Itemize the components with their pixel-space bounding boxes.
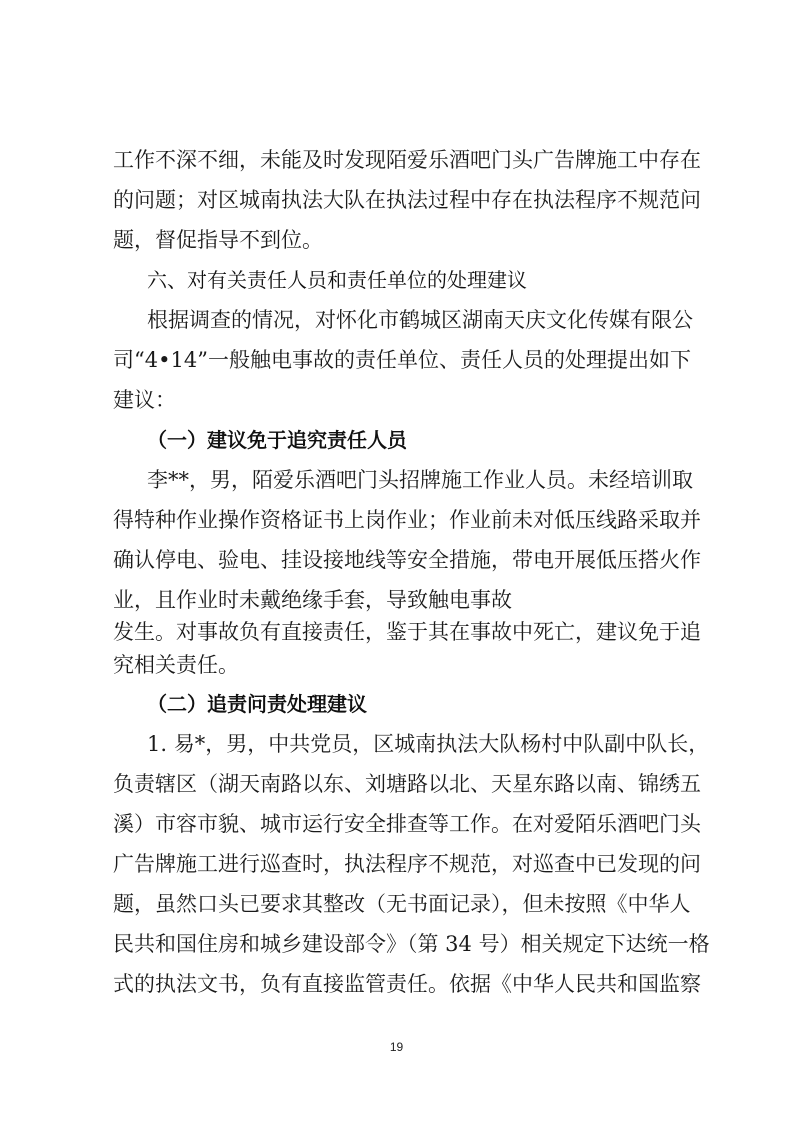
subsection-heading: （二）追责问责处理建议 — [147, 692, 367, 716]
body-text-line: 建议： — [113, 388, 176, 412]
body-text-line: 业，且作业时未戴绝缘手套，导致触电事故 — [113, 588, 512, 612]
body-text-line: 式的执法文书，负有直接监管责任。依据《中华人民共和国监察 — [113, 972, 701, 996]
body-text-line: 李**，男，陌爱乐酒吧门头招牌施工作业人员。未经培训取 — [147, 468, 693, 492]
body-text-line: 负责辖区（湖天南路以东、刘塘路以北、天星东路以南、锦绣五 — [113, 772, 701, 796]
body-text-line: 1. 易*，男，中共党员，区城南执法大队杨村中队副中队长， — [147, 732, 710, 756]
body-text-line: 发生。对事故负有直接责任，鉴于其在事故中死亡，建议免于追 — [113, 620, 701, 644]
section-heading: 六、对有关责任人员和责任单位的处理建议 — [147, 268, 527, 292]
body-text-line: 得特种作业操作资格证书上岗作业；作业前未对低压线路采取并 — [113, 508, 701, 532]
body-text-line: 确认停电、验电、挂设接地线等安全措施，带电开展低压搭火作 — [113, 548, 701, 572]
body-text-line: 究相关责任。 — [113, 653, 239, 677]
body-text-line: 工作不深不细，未能及时发现陌爱乐酒吧门头广告牌施工中存在 — [113, 148, 701, 172]
page-number: 19 — [389, 1040, 404, 1054]
body-text-line: 溪）市容市貌、城市运行安全排查等工作。在对爱陌乐酒吧门头 — [113, 812, 701, 836]
subsection-heading: （一）建议免于追究责任人员 — [147, 428, 407, 452]
body-text-line: 根据调查的情况，对怀化市鹤城区湖南天庆文化传媒有限公 — [147, 308, 693, 332]
body-text-line: 题，督促指导不到位。 — [113, 228, 323, 252]
body-text-line: 题，虽然口头已要求其整改（无书面记录），但未按照《中华人 — [113, 892, 691, 916]
body-text-line: 广告牌施工进行巡查时，执法程序不规范，对巡查中已发现的问 — [113, 852, 701, 876]
body-text-line: 民共和国住房和城乡建设部令》（第 34 号）相关规定下达统一格 — [113, 932, 710, 956]
body-text-line: 司“4•14”一般触电事故的责任单位、责任人员的处理提出如下 — [113, 348, 691, 372]
body-text-line: 的问题；对区城南执法大队在执法过程中存在执法程序不规范问 — [113, 188, 701, 212]
